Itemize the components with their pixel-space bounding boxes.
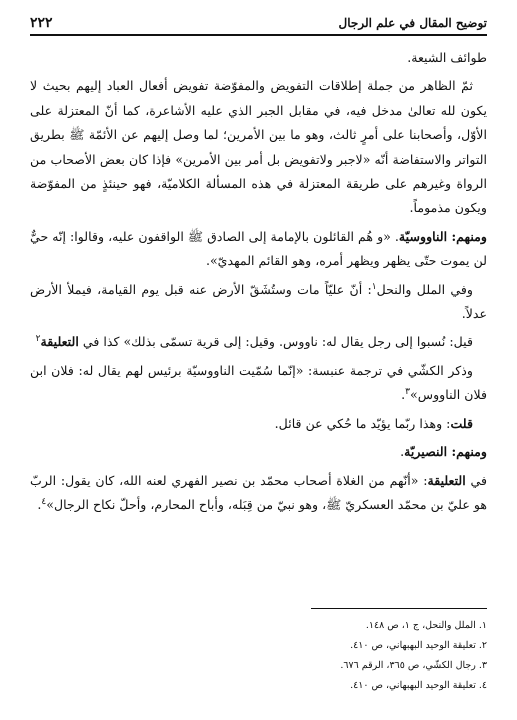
paragraph: في التعليقة: «أنّهم من الغلاة أصحاب محمّد بن نصير الفهري لعنه الله، كان يقول: الربّ هو عليّ بن محمّد العسكريّ ﷺ، وهو نبيّ من قِبَله، وأباح المحارم، وأحلّ نكاح الرجال»$^٤$. bbox=[30, 472, 487, 512]
footnote: ١. الملل والنحل، ج ١، ص ١٤٨. bbox=[365, 620, 487, 631]
page-number: ٢٢٢ bbox=[30, 15, 53, 31]
footnote: ٣. رجال الكشّي، ص ٣٦٥، الرقم ٦٧٦. bbox=[340, 660, 487, 671]
paragraph: قلت: وهذا ربّما يؤيّد ما حُكي عن قائل. bbox=[274, 415, 473, 431]
footnote: ٢. تعليقة الوحيد البهبهاني، ص ٤١٠. bbox=[350, 640, 487, 651]
paragraph: ومنهم: الناووسيّة. «و هُم القائلون بالإمامة إلى الصادق ﷺ الواقفون عليه، وقالوا: إنّه حيٌّ لن يموت حتّى يظهر ويظهر أمره، وهو القائم المهديّ». bbox=[30, 228, 487, 269]
source-label: التعليقة bbox=[40, 334, 79, 350]
section-label: ومنهم: الناووسيّة bbox=[398, 228, 487, 244]
running-title: توضيح المقال في علم الرجال bbox=[338, 16, 487, 30]
paragraph: طوائف الشيعة. bbox=[407, 50, 487, 65]
paragraph: قيل: نُسبوا إلى رجل يقال له: ناووس. وقيل: إلى قرية تسمّى بذلك» كذا في التعليقة$^٢$ bbox=[35, 334, 473, 350]
section-label: ومنهم: النصيريّة bbox=[404, 444, 487, 460]
footnote-divider bbox=[311, 608, 487, 609]
paragraph: وفي الملل والنحل$^١$: أنّ عليّاً مات وستُشَقّ الأرض عنه قبل يوم القيامة، فيملأ الأرض عدلاً. bbox=[30, 281, 487, 322]
footnote: ٤. تعليقة الوحيد البهبهاني، ص ٤١٠. bbox=[350, 680, 487, 691]
footnote-ref[interactable]: ٢ bbox=[35, 334, 41, 345]
paragraph: وذكر الكشّي في ترجمة عنبسة: «إنّما سُمّيت الناووسيّة برئيس لهم يقال له: فلان ابن فلان الناووس»$^٣$. bbox=[30, 362, 487, 403]
source-label: التعليقة bbox=[427, 472, 466, 488]
paragraph: ومنهم: النصيريّة. bbox=[400, 444, 487, 460]
main-text bbox=[30, 46, 487, 521]
footnotes bbox=[30, 616, 487, 696]
running-header bbox=[30, 12, 487, 36]
paragraph: ثمّ الظاهر من جملة إطلاقات التفويض والمفوّضة تفويض أفعال العباد إليهم بحيث لا يكون لله تعالىٰ مدخل فيه، في مقابل الجبر الذي عليه الأشاعرة، كما أنّ المعتزلة على الأوّل، وأصحابنا على أمرٍ ثالث، وهو ما بين الأمرين؛ لما وصل إليهم عن الأئمّة ﷺ بطريق التواتر والاستفاضة أنّه «لاجبر ولاتفويض بل أمر بين الأمرين» فإذا كان بعض الأصحاب من الرواة وغيرهم على طريقة المعتزلة في هذه المسألة الكلاميّة، فهو حينئذٍ من المفوّضة ويكون مذموماً. bbox=[30, 78, 487, 216]
footnote-ref[interactable]: ١ bbox=[371, 281, 377, 292]
note-label: قلت bbox=[450, 415, 473, 431]
footnote-ref[interactable]: ٤ bbox=[41, 496, 47, 507]
footnote-ref[interactable]: ٣ bbox=[405, 387, 410, 398]
